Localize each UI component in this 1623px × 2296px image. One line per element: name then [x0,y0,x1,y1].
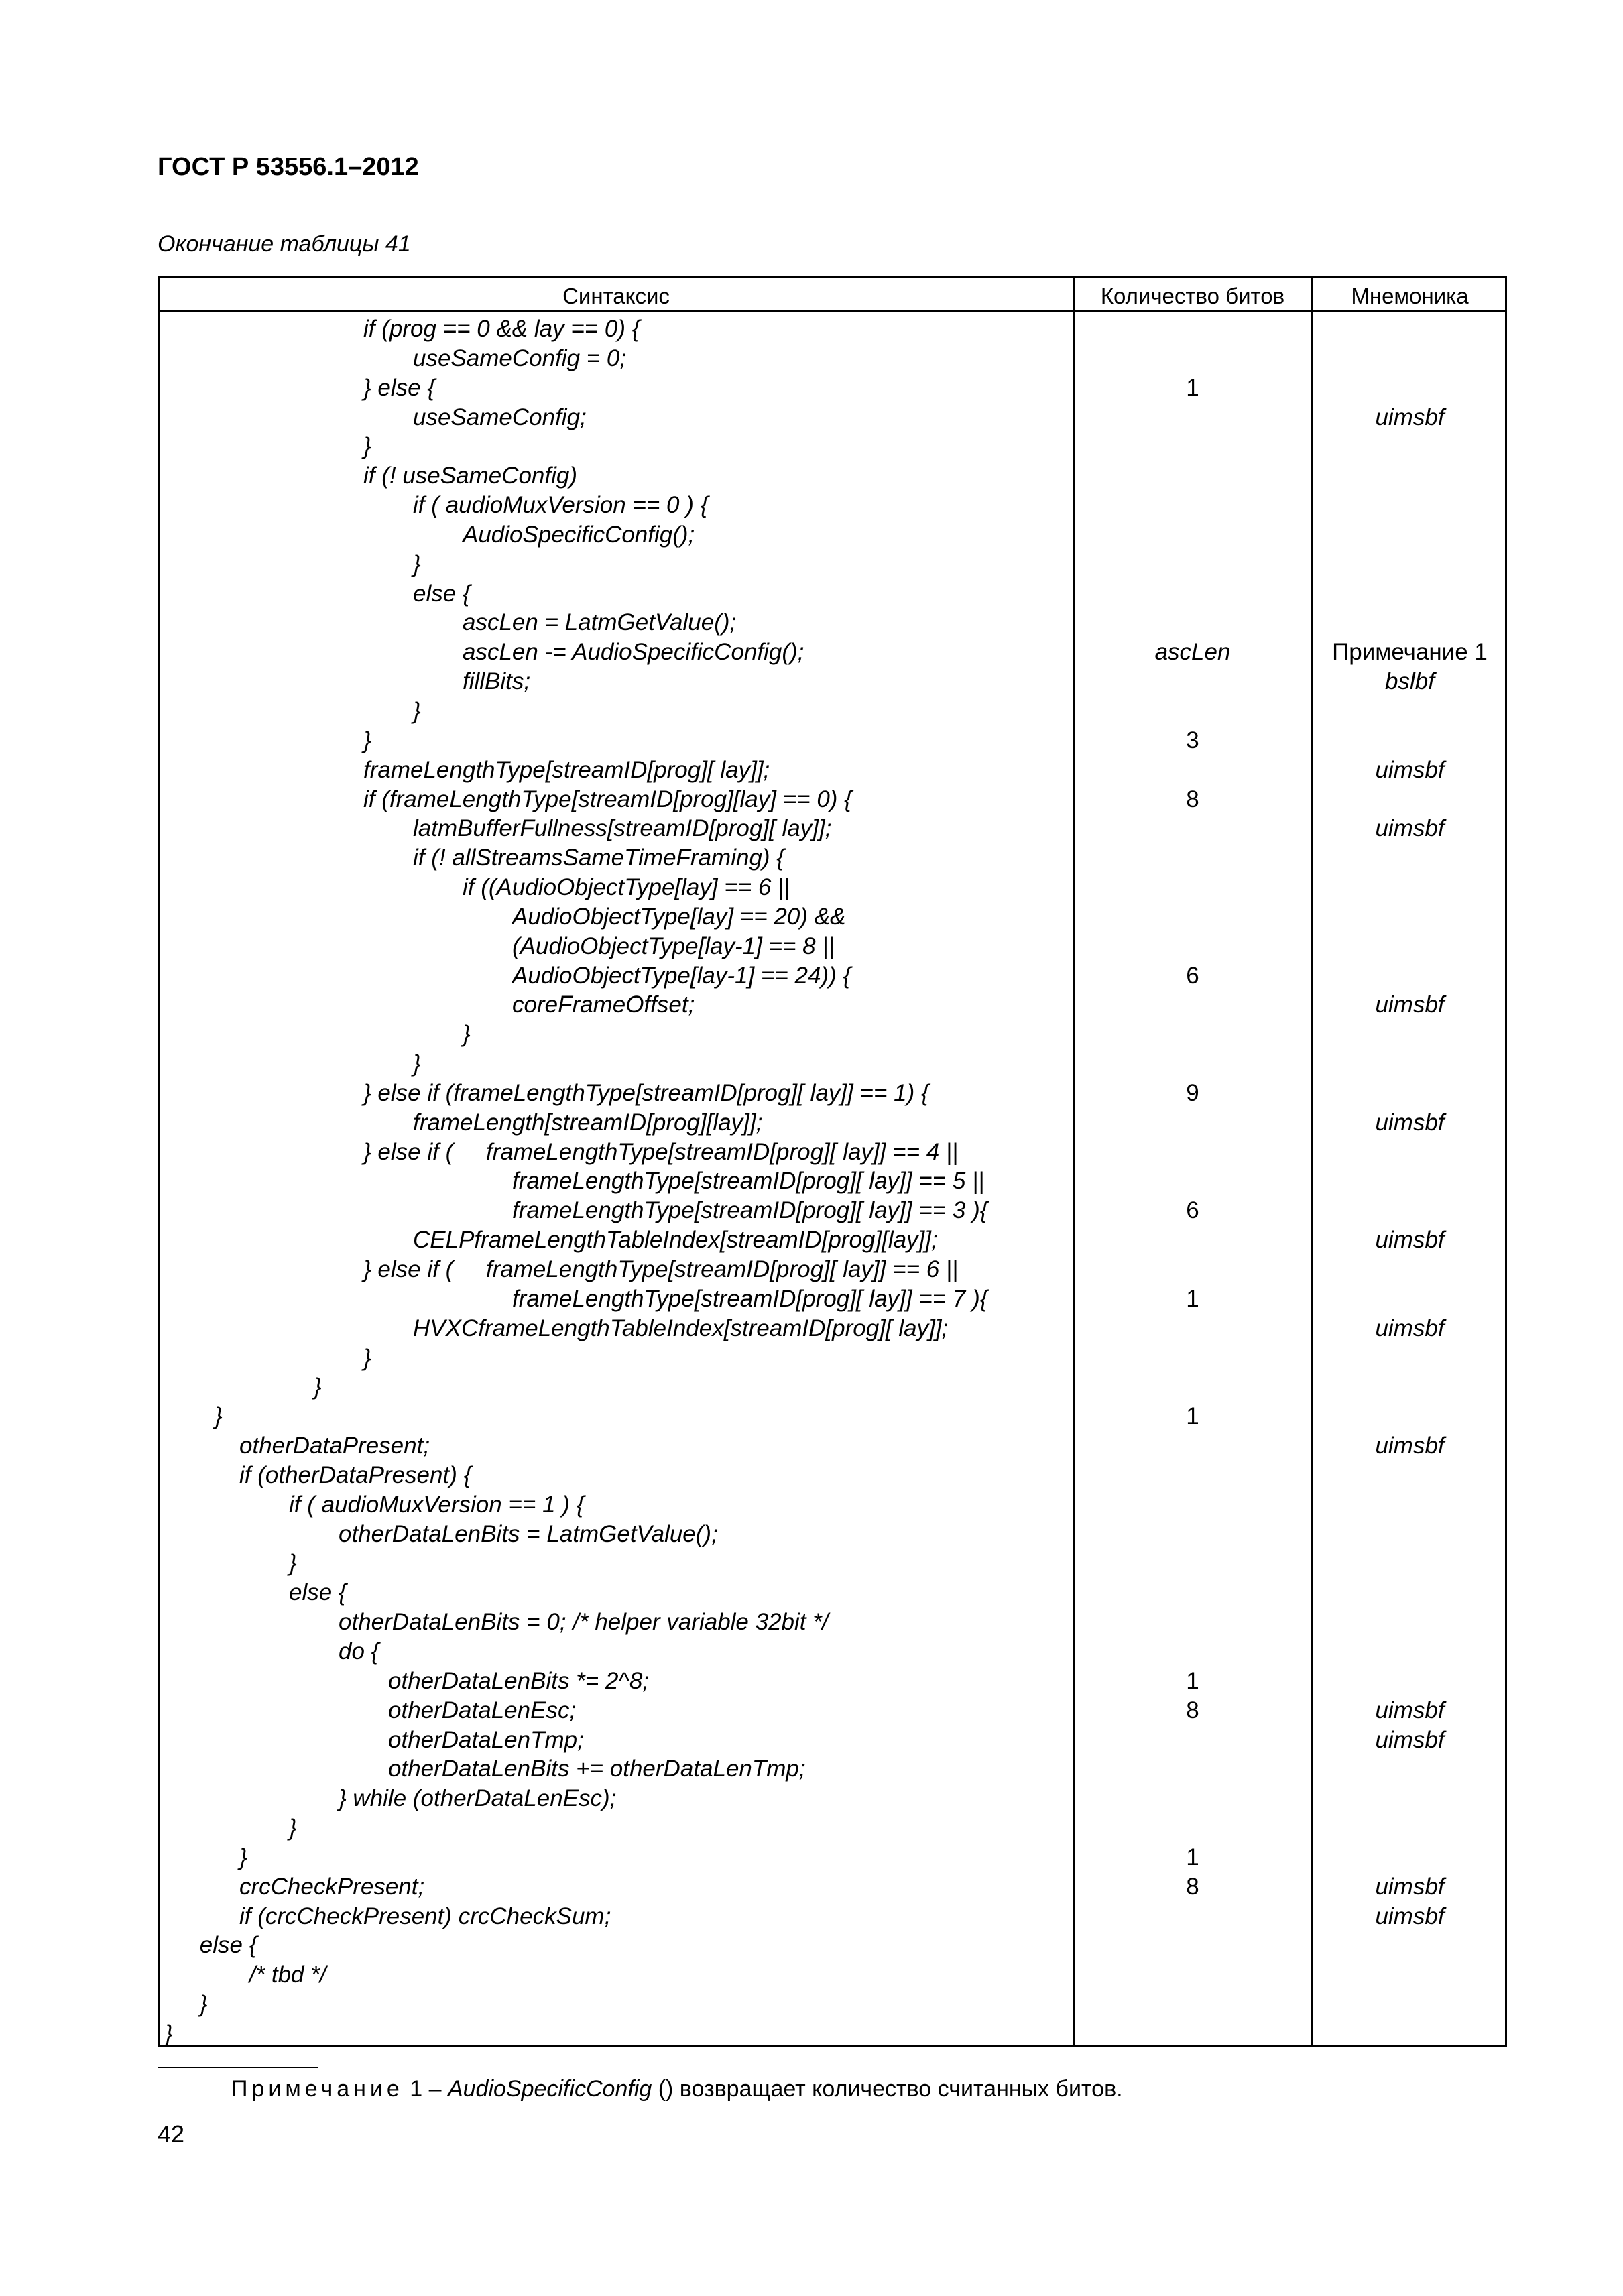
mnemonic-cell: uimsbf [1375,756,1445,783]
table-row [160,1225,1505,1255]
bits-cell: 1 [1186,1285,1199,1312]
table-row [160,1696,1505,1726]
syntax-table [158,276,1507,2047]
table-row [160,1784,1505,1813]
mnemonic-cell: uimsbf [1375,991,1445,1018]
mnemonic-cell: uimsbf [1375,1726,1445,1753]
syntax-cell: coreFrameOffset; [512,991,695,1018]
bits-cell: ascLen [1154,639,1231,666]
table-row [160,726,1505,756]
table-row [160,1813,1505,1843]
syntax-cell: ascLen = LatmGetValue(); [463,609,737,636]
table-row [160,2019,1505,2049]
syntax-cell: CELPframeLengthTableIndex[streamID[prog][lay]]; [413,1227,938,1254]
mnemonic-cell: Примечание 1 [1332,639,1488,666]
syntax-cell: otherDataLenBits *= 2^8; [388,1667,650,1694]
table-row [160,1608,1505,1637]
syntax-cell: else { [413,580,471,607]
syntax-cell: otherDataLenTmp; [388,1726,584,1753]
syntax-cell: frameLengthType[streamID[prog][ lay]]; [363,756,770,783]
syntax-cell: crcCheckPresent; [239,1873,425,1900]
mnemonic-cell: uimsbf [1375,815,1445,842]
syntax-cell: /* tbd */ [249,1961,326,1988]
mnemonic-cell: uimsbf [1375,1227,1445,1254]
syntax-cell: } else if ( frameLengthType[streamID[prog][ lay]] == 4 || [363,1138,959,1165]
footnote [231,2076,1123,2102]
table-row [160,491,1505,520]
syntax-cell: frameLengthType[streamID[prog][ lay]] == 3 ){ [512,1197,988,1224]
page-number: 42 [158,2120,185,2148]
syntax-cell: AudioObjectType[lay] == 20) && [512,903,846,930]
mnemonic-cell: uimsbf [1375,1902,1445,1929]
table-row [160,961,1505,991]
table-row [160,990,1505,1020]
table-row [160,1843,1505,1872]
footnote-label: Примечание [231,2076,404,2102]
syntax-cell: if (frameLengthType[streamID[prog][lay] == 0) { [363,786,852,812]
table-row [160,432,1505,461]
table-row [160,638,1505,667]
syntax-cell: otherDataLenBits += otherDataLenTmp; [388,1756,806,1783]
table-row [160,1726,1505,1755]
table-row [160,1931,1505,1960]
table-row [160,550,1505,579]
bits-cell: 9 [1186,1079,1199,1106]
table-row [160,1255,1505,1284]
mnemonic-cell: uimsbf [1375,1873,1445,1900]
table-row [160,1490,1505,1520]
syntax-cell: } [165,2020,173,2047]
table-row [160,756,1505,785]
syntax-cell: frameLengthType[streamID[prog][ lay]] == 5 || [512,1168,985,1195]
table-row [160,403,1505,432]
footnote-function: AudioSpecificConfig [447,2076,652,2102]
mnemonic-cell: uimsbf [1375,1315,1445,1341]
syntax-cell: if (! allStreamsSameTimeFraming) { [413,845,784,871]
table-row [160,902,1505,932]
table-row [160,1314,1505,1343]
syntax-cell: } while (otherDataLenEsc); [339,1785,617,1812]
syntax-cell: otherDataLenEsc; [388,1697,577,1724]
table-row [160,1578,1505,1608]
footnote-text: () возвращает количество считанных битов. [652,2076,1123,2102]
syntax-cell: } [413,697,421,724]
table-row [160,873,1505,902]
bits-cell: 8 [1186,786,1199,812]
mnemonic-cell: uimsbf [1375,404,1445,430]
table-row [160,314,1505,344]
syntax-cell: else { [289,1579,347,1606]
table-row [160,1872,1505,1902]
table-row [160,1166,1505,1196]
table-row [160,608,1505,638]
syntax-cell: } [215,1403,223,1430]
syntax-cell: } [413,550,421,577]
syntax-cell: } [363,433,371,460]
syntax-cell: } else { [363,374,436,401]
table-row [160,373,1505,403]
table-row [160,579,1505,609]
syntax-cell: otherDataPresent; [239,1433,430,1459]
syntax-cell: } [239,1844,247,1870]
syntax-cell: if (! useSameConfig) [363,463,578,489]
mnemonic-cell: uimsbf [1375,1433,1445,1459]
syntax-cell: if (crcCheckPresent) crcCheckSum; [239,1902,611,1929]
mnemonic-cell: bslbf [1385,668,1435,695]
syntax-cell: if (otherDataPresent) { [239,1461,472,1488]
table-row [160,1990,1505,2019]
table-row [160,1049,1505,1079]
table-row [160,344,1505,373]
syntax-cell: } [363,1344,371,1371]
table-row [160,1754,1505,1784]
bits-cell: 6 [1186,962,1199,989]
bits-cell: 1 [1186,1844,1199,1870]
syntax-cell: useSameConfig; [413,404,587,430]
syntax-cell: } [463,1021,471,1048]
table-caption: Окончание таблицы 41 [158,231,411,257]
bits-cell: 8 [1186,1697,1199,1724]
syntax-cell: (AudioObjectType[lay-1] == 8 || [512,932,835,959]
syntax-cell: useSameConfig = 0; [413,345,627,371]
footnote-number: 1 – [403,2076,448,2102]
table-row [160,1960,1505,1990]
footnote-rule [158,2067,318,2068]
table-row [160,1108,1505,1138]
document-header: ГОСТ Р 53556.1–2012 [158,153,419,181]
bits-cell: 6 [1186,1197,1199,1224]
syntax-cell: } [199,1991,208,2018]
syntax-cell: fillBits; [463,668,531,695]
syntax-cell: if (prog == 0 && lay == 0) { [363,316,640,342]
table-row [160,697,1505,726]
syntax-cell: do { [339,1638,379,1665]
bits-cell: 3 [1186,727,1199,753]
table-row [160,667,1505,697]
table-row [160,461,1505,491]
table-row [160,1520,1505,1549]
mnemonic-cell: uimsbf [1375,1697,1445,1724]
syntax-cell: } [289,1815,297,1841]
table-row [160,785,1505,814]
syntax-cell: } [363,727,371,753]
syntax-cell: } [314,1374,322,1400]
syntax-cell: if ( audioMuxVersion == 1 ) { [289,1491,585,1518]
table-row [160,932,1505,961]
table-row [160,1402,1505,1431]
bits-cell: 1 [1186,374,1199,401]
syntax-cell: latmBufferFullness[streamID[prog][ lay]]; [413,815,832,842]
table-row [160,1079,1505,1108]
syntax-cell: if ((AudioObjectType[lay] == 6 || [463,874,790,901]
bits-cell: 1 [1186,1667,1199,1694]
syntax-cell: if ( audioMuxVersion == 0 ) { [413,492,709,519]
syntax-cell: } [289,1550,297,1577]
column-header-mnemonic: Мнемоника [1351,284,1469,308]
table-row [160,1461,1505,1490]
table-row [160,1667,1505,1696]
table-row [160,1196,1505,1225]
table-row [160,1902,1505,1931]
table-row [160,1372,1505,1402]
table-row [160,1431,1505,1461]
syntax-cell: } [413,1050,421,1077]
syntax-cell: otherDataLenBits = 0; /* helper variable 32bit */ [339,1609,829,1636]
table-row [160,1284,1505,1314]
table-body [160,314,1505,2049]
bits-cell: 1 [1186,1403,1199,1430]
syntax-cell: } else if ( frameLengthType[streamID[prog][ lay]] == 6 || [363,1256,959,1282]
syntax-cell: ascLen -= AudioSpecificConfig(); [463,639,804,666]
syntax-cell: frameLength[streamID[prog][lay]]; [413,1109,763,1136]
table-row [160,1637,1505,1667]
table-row [160,814,1505,843]
column-header-syntax: Синтаксис [562,284,670,308]
syntax-cell: AudioSpecificConfig(); [463,521,695,548]
syntax-cell: frameLengthType[streamID[prog][ lay]] == 7 ){ [512,1285,988,1312]
syntax-cell: AudioObjectType[lay-1] == 24)) { [512,962,851,989]
column-header-bits: Количество битов [1100,284,1285,308]
syntax-cell: else { [199,1932,257,1959]
mnemonic-cell: uimsbf [1375,1109,1445,1136]
table-row [160,1549,1505,1578]
table-row [160,520,1505,550]
table-row [160,843,1505,873]
bits-cell: 8 [1186,1873,1199,1900]
table-row [160,1343,1505,1373]
syntax-cell: HVXCframeLengthTableIndex[streamID[prog][ lay]]; [413,1315,949,1341]
syntax-cell: otherDataLenBits = LatmGetValue(); [339,1520,718,1547]
table-row [160,1020,1505,1049]
table-row [160,1138,1505,1167]
syntax-cell: } else if (frameLengthType[streamID[prog][ lay]] == 1) { [363,1079,929,1106]
header-divider [160,310,1505,312]
